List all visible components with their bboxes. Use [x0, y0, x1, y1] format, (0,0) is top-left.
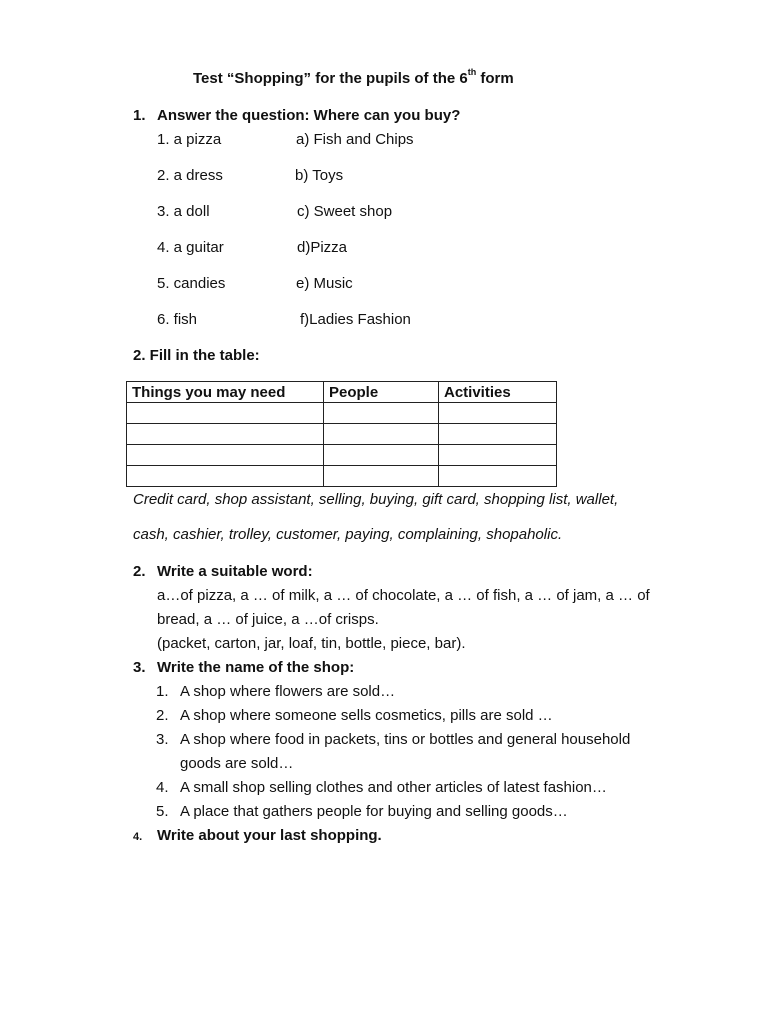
- fill-in-table: [126, 381, 557, 487]
- match-right-1: a) Fish and Chips: [296, 131, 414, 148]
- list-item-continuation: [156, 755, 293, 773]
- list-item: [156, 779, 607, 797]
- table-row: [127, 403, 557, 424]
- section3-heading-text: Write a suitable word:: [157, 563, 313, 580]
- section1-heading-text: Answer the question: Where can you buy?: [157, 107, 461, 124]
- title-suffix: form: [476, 70, 514, 87]
- section5-number: 4.: [133, 831, 143, 843]
- list-item-text: A shop where food in packets, tins or bottles and general household: [180, 731, 631, 748]
- list-item-number: 5.: [156, 803, 169, 820]
- table-header-activities: Activities: [439, 382, 557, 403]
- table-cell[interactable]: [439, 403, 557, 424]
- table-header-row: [127, 382, 557, 403]
- title-text: Test “Shopping” for the pupils of the 6: [193, 70, 468, 87]
- match-left-3: 3. a doll: [157, 203, 210, 220]
- suitable-word-line-2: bread, a … of juice, a …of crisps.: [157, 611, 379, 628]
- table-cell[interactable]: [127, 466, 324, 487]
- word-bank-line-2: cash, cashier, trolley, customer, paying, complaining, shopaholic.: [133, 526, 563, 543]
- table-cell[interactable]: [439, 424, 557, 445]
- table-row: [127, 466, 557, 487]
- table-cell[interactable]: [127, 403, 324, 424]
- list-item-text: A shop where someone sells cosmetics, pills are sold …: [180, 707, 553, 724]
- word-bank-line-1: Credit card, shop assistant, selling, buying, gift card, shopping list, wallet,: [133, 491, 619, 508]
- section3-number: 2.: [133, 563, 146, 580]
- table-cell[interactable]: [324, 466, 439, 487]
- table-cell[interactable]: [127, 424, 324, 445]
- section4-heading-text: Write the name of the shop:: [157, 659, 355, 676]
- table-row: [127, 445, 557, 466]
- list-item-number: 1.: [156, 683, 169, 700]
- match-right-6: f)Ladies Fashion: [300, 311, 411, 328]
- list-item-text: A shop where flowers are sold…: [180, 683, 396, 700]
- list-item: [156, 707, 553, 725]
- suitable-word-line-1: a…of pizza, a … of milk, a … of chocolate, a … of fish, a … of jam, a … of: [157, 587, 650, 604]
- match-left-6: 6. fish: [157, 311, 198, 328]
- section1-heading: [133, 107, 460, 125]
- list-item-number: 2.: [156, 707, 169, 724]
- section4-heading: [133, 659, 354, 677]
- list-item: [156, 683, 395, 701]
- table-row: [127, 424, 557, 445]
- section4-number: 3.: [133, 659, 146, 676]
- page-title: [193, 67, 514, 87]
- table-cell[interactable]: [439, 445, 557, 466]
- match-left-4: 4. a guitar: [157, 239, 224, 256]
- match-left-5: 5. candies: [157, 275, 226, 292]
- match-left-2: 2. a dress: [157, 167, 223, 184]
- match-right-4: d)Pizza: [297, 239, 348, 256]
- section3-heading: [133, 563, 313, 581]
- table-header-people: People: [324, 382, 439, 403]
- list-item: [156, 731, 630, 749]
- list-item-text: A small shop selling clothes and other articles of latest fashion…: [180, 779, 607, 796]
- table-cell[interactable]: [324, 403, 439, 424]
- title-superscript: th: [467, 67, 477, 77]
- section1-number: 1.: [133, 107, 146, 124]
- section5-heading-text: Write about your last shopping.: [157, 827, 382, 844]
- list-item-text: A place that gathers people for buying and selling goods…: [180, 803, 568, 820]
- match-left-1: 1. a pizza: [157, 131, 222, 148]
- section5-heading: [133, 827, 382, 846]
- list-item-number: 3.: [156, 731, 169, 748]
- list-item: [156, 803, 568, 821]
- match-right-2: b) Toys: [295, 167, 344, 184]
- table-cell[interactable]: [324, 424, 439, 445]
- table-header-things: Things you may need: [127, 382, 324, 403]
- section2-heading: 2. Fill in the table:: [133, 347, 260, 364]
- table-cell[interactable]: [324, 445, 439, 466]
- match-right-5: e) Music: [296, 275, 353, 292]
- list-item-text: goods are sold…: [180, 755, 294, 772]
- table-cell[interactable]: [127, 445, 324, 466]
- table-cell[interactable]: [439, 466, 557, 487]
- list-item-number: 4.: [156, 779, 169, 796]
- match-right-3: c) Sweet shop: [297, 203, 393, 220]
- suitable-word-options: (packet, carton, jar, loaf, tin, bottle, piece, bar).: [157, 635, 466, 652]
